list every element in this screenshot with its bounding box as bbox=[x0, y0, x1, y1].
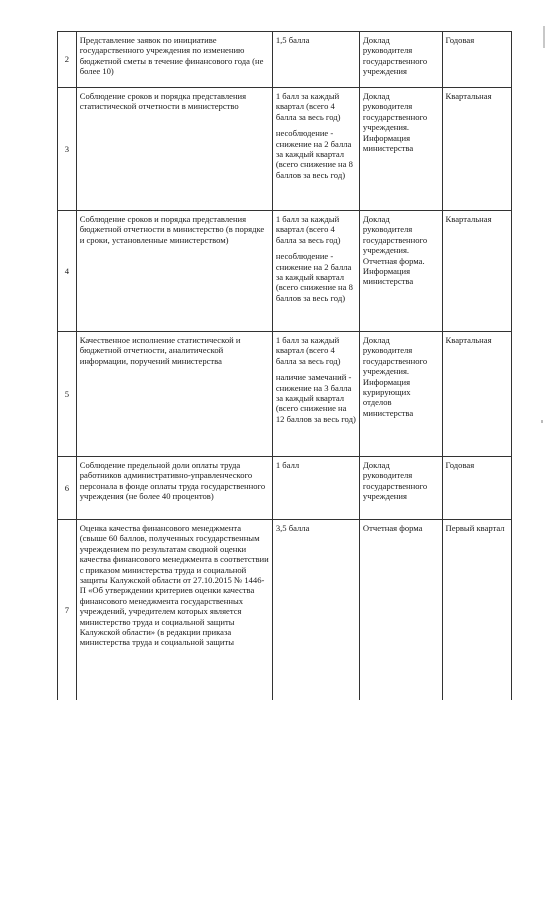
score-penalty-text: несоблюдение - снижение на 2 балла за каждый квартал (всего снижение на 8 баллов за весь год) bbox=[275, 251, 353, 303]
score-penalty-text: несоблюдение - снижение на 2 балла за каждый квартал (всего снижение на 8 баллов за весь год) bbox=[275, 128, 353, 180]
period-cell: Квартальная bbox=[442, 211, 511, 332]
source-cell: Доклад руководителя государственного учреждения bbox=[359, 457, 442, 520]
table-row bbox=[58, 32, 512, 88]
table-row bbox=[58, 211, 512, 332]
score-cell bbox=[272, 332, 359, 457]
period-cell: Квартальная bbox=[442, 332, 511, 457]
criterion-name: Качественное исполнение статистической и бюджетной отчетности, аналитической информации, поручений министерства bbox=[76, 332, 272, 457]
score-cell bbox=[272, 88, 359, 211]
score-text: 1 балл за каждый квартал (всего 4 балла за весь год) bbox=[275, 214, 341, 245]
criterion-name: Представление заявок по инициативе государственного учреждения по изменению бюджетной сметы в течение финансового года (не более 10) bbox=[76, 32, 272, 88]
score-text: 3,5 балла bbox=[275, 523, 310, 533]
period-cell: Первый квартал bbox=[442, 520, 511, 700]
score-text: 1 балл за каждый квартал (всего 4 балла за весь год) bbox=[275, 335, 341, 366]
score-cell bbox=[272, 32, 359, 88]
period-cell: Квартальная bbox=[442, 88, 511, 211]
row-number: 4 bbox=[58, 211, 77, 332]
table-row bbox=[58, 332, 512, 457]
period-cell: Годовая bbox=[442, 457, 511, 520]
criterion-name: Соблюдение сроков и порядка представления бюджетной отчетности в министерство (в порядке и сроки, установленные министерством) bbox=[76, 211, 272, 332]
criterion-name: Оценка качества финансового менеджмента (свыше 60 баллов, полученных государственным учреждением по результатам сводной оценки качества финансового менеджмента в соответствии с приказом министерства труда и социальной защиты Калужской области от 27.10.2015 № 1446-П «Об утверждении критериев оценки качества финансового менеджмента государственных учреждений, учредителем которых является министерство труда и социальной защиты Калужской области» (в редакции приказа министерства труда и социальной защиты bbox=[76, 520, 272, 700]
table-row bbox=[58, 88, 512, 211]
row-number: 6 bbox=[58, 457, 77, 520]
criterion-name: Соблюдение предельной доли оплаты труда работников административно-управленческого персонала в фонде оплаты труда государственного учреждения (не более 40 процентов) bbox=[76, 457, 272, 520]
row-number: 5 bbox=[58, 332, 77, 457]
score-text: 1 балл bbox=[275, 460, 300, 470]
row-number: 3 bbox=[58, 88, 77, 211]
score-cell bbox=[272, 211, 359, 332]
table-row bbox=[58, 457, 512, 520]
period-cell: Годовая bbox=[442, 32, 511, 88]
criterion-name: Соблюдение сроков и порядка представления статистической отчетности в министерство bbox=[76, 88, 272, 211]
scan-dot bbox=[541, 420, 543, 423]
score-text: 1 балл за каждый квартал (всего 4 балла за весь год) bbox=[275, 91, 341, 122]
score-text: 1,5 балла bbox=[275, 35, 310, 45]
source-cell: Доклад руководителя государственного учреждения. Отчетная форма. Информация министерства bbox=[359, 211, 442, 332]
source-cell: Отчетная форма bbox=[359, 520, 442, 700]
criteria-table bbox=[57, 31, 512, 700]
row-number: 7 bbox=[58, 520, 77, 700]
scan-edge-mark bbox=[543, 26, 545, 48]
source-cell: Доклад руководителя государственного учреждения bbox=[359, 32, 442, 88]
table-row bbox=[58, 520, 512, 700]
row-number: 2 bbox=[58, 32, 77, 88]
score-cell bbox=[272, 457, 359, 520]
source-cell: Доклад руководителя государственного учреждения. Информация курирующих отделов министерства bbox=[359, 332, 442, 457]
score-penalty-text: наличие замечаний - снижение на 3 балла за каждый квартал (всего снижение на 12 баллов за весь год) bbox=[275, 372, 356, 424]
source-cell: Доклад руководителя государственного учреждения. Информация министерства bbox=[359, 88, 442, 211]
score-cell bbox=[272, 520, 359, 700]
